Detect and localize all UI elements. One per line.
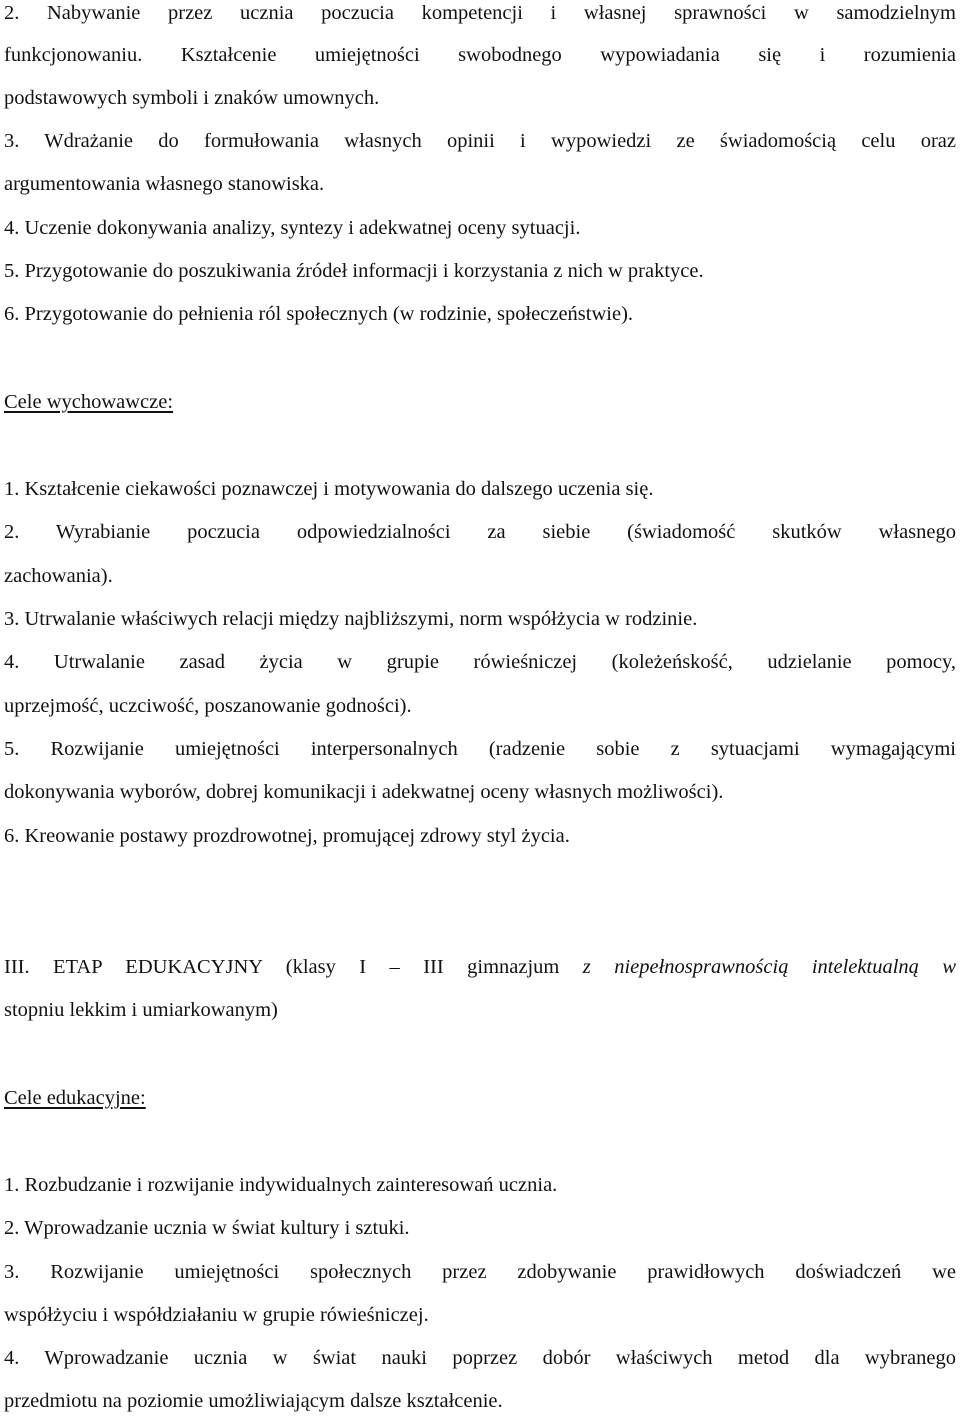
goal-line: argumentowania własnego stanowiska. [4,173,325,195]
stage-title-text: III. ETAP EDUKACYJNY (klasy I – III gimnazjum [4,956,583,978]
goal-line: przedmiotu na poziomie umożliwiającym dalsze kształcenie. [4,1390,503,1412]
goal-line: funkcjonowaniu. Kształcenie umiejętności swobodnego wypowiadania się i rozumienia [4,44,956,66]
goal-line: zachowania). [4,565,113,587]
goal-line: 6. Kreowanie postawy prozdrowotnej, promującej zdrowy styl życia. [4,825,570,847]
section-heading-cele-edukacyjne: Cele edukacyjne: [4,1087,146,1109]
stage-title [4,954,956,980]
stage-title-line2: stopniu lekkim i umiarkowanym) [4,999,278,1021]
goal-line: 4. Uczenie dokonywania analizy, syntezy i adekwatnej oceny sytuacji. [4,217,581,239]
section-heading-cele-wychowawcze: Cele wychowawcze: [4,391,174,413]
goal-line: uprzejmość, uczciwość, poszanowanie godności). [4,695,412,717]
goal-line: 2. Nabywanie przez ucznia poczucia kompetencji i własnej sprawności w samodzielnym [4,2,956,24]
goal-line: 3. Wdrażanie do formułowania własnych opinii i wypowiedzi ze świadomością celu oraz [4,130,956,152]
goal-line: 4. Wprowadzanie ucznia w świat nauki poprzez dobór właściwych metod dla wybranego [4,1347,956,1369]
goal-line: 1. Rozbudzanie i rozwijanie indywidualnych zainteresowań ucznia. [4,1174,558,1196]
stage-title-italic: z niepełnosprawnością intelektualną w [582,956,956,978]
goal-line: 3. Utrwalanie właściwych relacji między najbliższymi, norm współżycia w rodzinie. [4,608,698,630]
goal-line: 4. Utrwalanie zasad życia w grupie rówieśniczej (koleżeńskość, udzielanie pomocy, [4,651,956,673]
goal-line: 3. Rozwijanie umiejętności społecznych przez zdobywanie prawidłowych doświadczeń we [4,1261,956,1283]
goal-line: podstawowych symboli i znaków umownych. [4,87,380,109]
goal-line: 6. Przygotowanie do pełnienia ról społecznych (w rodzinie, społeczeństwie). [4,303,634,325]
goal-line: 5. Przygotowanie do poszukiwania źródeł informacji i korzystania z nich w praktyce. [4,260,704,282]
goal-line: 2. Wprowadzanie ucznia w świat kultury i sztuki. [4,1217,410,1239]
goal-line: współżyciu i współdziałaniu w grupie rówieśniczej. [4,1304,429,1326]
goal-line: 5. Rozwijanie umiejętności interpersonalnych (radzenie sobie z sytuacjami wymagającymi [4,738,956,760]
goal-line: 2. Wyrabianie poczucia odpowiedzialności za siebie (świadomość skutków własnego [4,521,956,543]
goal-line: 1. Kształcenie ciekawości poznawczej i motywowania do dalszego uczenia się. [4,478,654,500]
goal-line: dokonywania wyborów, dobrej komunikacji i adekwatnej oceny własnych możliwości). [4,781,724,803]
